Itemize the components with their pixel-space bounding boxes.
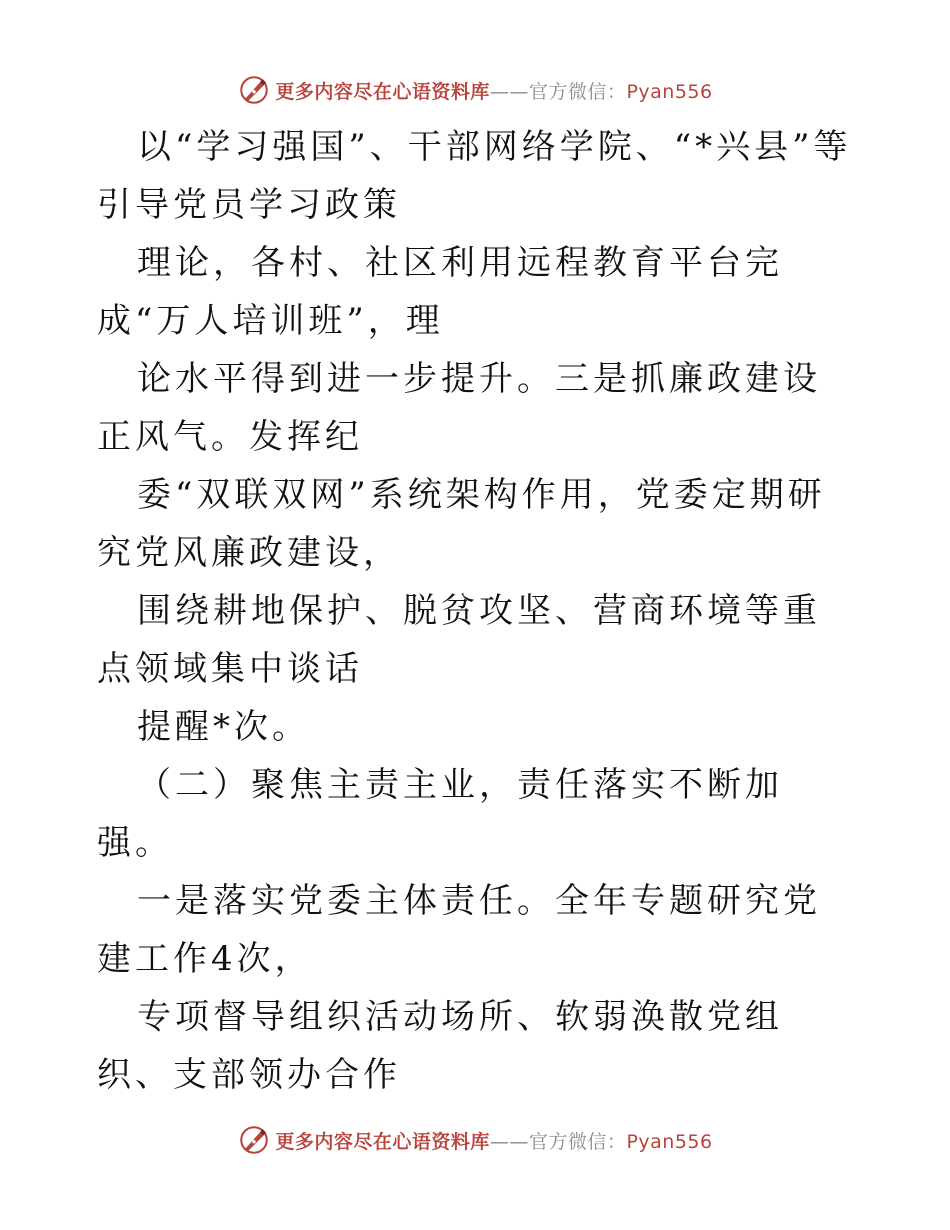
paragraph: 围绕耕地保护、脱贫攻坚、营商环境等重点领域集中谈话 <box>97 591 821 689</box>
banner-brand: 更多内容尽在心语资料库 <box>275 1130 490 1153</box>
banner-text <box>275 77 712 104</box>
paragraph: 理论，各村、社区利用远程教育平台完成“万人培训班”，理 <box>97 243 783 341</box>
banner-text <box>275 1127 712 1154</box>
paragraph: 提醒*次。 <box>137 707 310 747</box>
document-body <box>97 118 857 1104</box>
pen-logo-icon <box>237 73 271 107</box>
banner-wechat-label: 官方微信： <box>528 80 627 103</box>
paragraph: 以“学习强国”、干部网络学院、“*兴县”等引导党员学习政策 <box>97 127 852 225</box>
banner-wechat-label: 官方微信： <box>528 1130 627 1153</box>
banner-separator: —— <box>489 80 529 103</box>
paragraph: 论水平得到进一步提升。三是抓廉政建设正风气。发挥纪 <box>97 359 821 457</box>
pen-logo-icon <box>237 1123 271 1157</box>
banner-wechat-id: Pyan556 <box>626 1130 713 1153</box>
header-banner <box>0 70 950 110</box>
paragraph: 一是落实党委主体责任。全年专题研究党建工作4次， <box>97 881 821 979</box>
paragraph: 委“双联双网”系统架构作用，党委定期研究党风廉政建设， <box>97 475 826 573</box>
section-heading: （二）聚焦主责主业，责任落实不断加强。 <box>97 765 783 863</box>
banner-brand: 更多内容尽在心语资料库 <box>275 80 490 103</box>
banner-wechat-id: Pyan556 <box>626 80 713 103</box>
footer-banner <box>0 1120 950 1160</box>
banner-separator: —— <box>489 1130 529 1153</box>
paragraph: 专项督导组织活动场所、软弱涣散党组织、支部领办合作 <box>97 997 783 1095</box>
